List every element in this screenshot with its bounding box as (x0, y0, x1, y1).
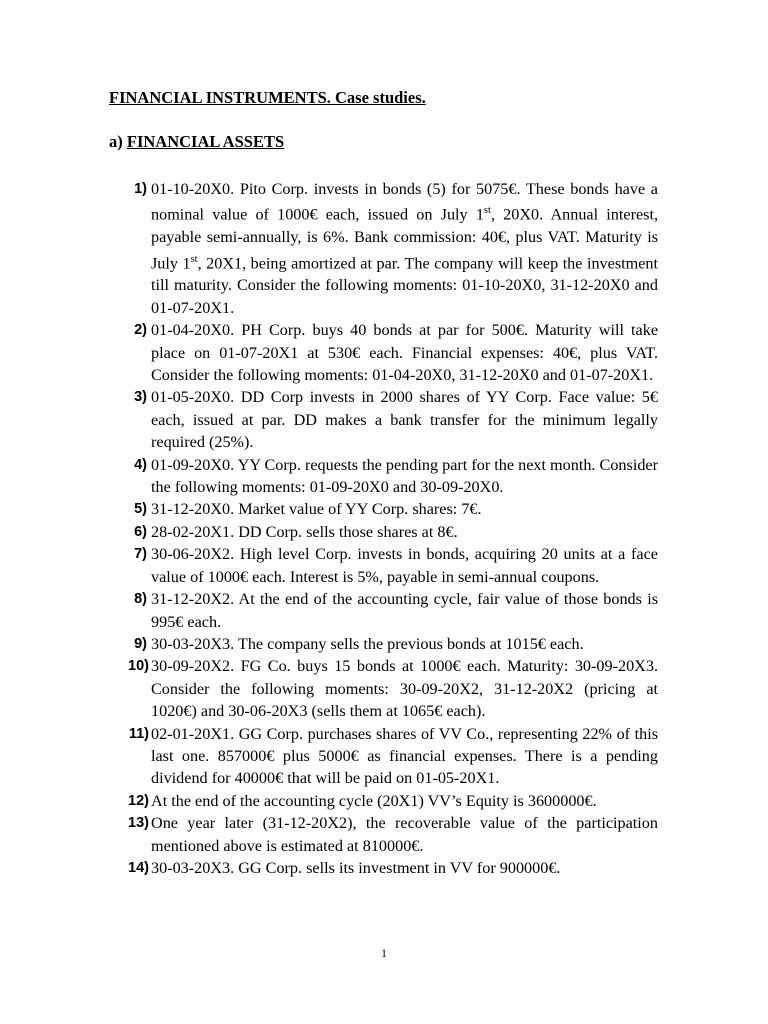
section-prefix: a) (109, 132, 127, 151)
item-number: 11) (128, 725, 149, 742)
item-number: 5) (134, 501, 147, 518)
list-item (109, 588, 658, 633)
item-number: 7) (134, 546, 147, 563)
section-heading-text: FINANCIAL ASSETS (126, 132, 285, 151)
item-number: 12) (128, 792, 149, 809)
item-text: 30-09-20X2. FG Co. buys 15 bonds at 1000€ each. Maturity: 30-09-20X3. Consider the following moments: 30-09-20X2, 31-12-20X2 (pricing at 1020€) and 30-06-20X3 (sells them at 1065€ each). (151, 657, 658, 721)
item-number: 9) (134, 635, 147, 652)
item-text: 01-04-20X0. PH Corp. buys 40 bonds at par for 500€. Maturity will take place on 01-07-20X1 at 530€ each. Financial expenses: 40€, plus VAT. Consider the following moments: 01-04-20X0, 31-12-20X0 and 01-07-20X1. (151, 321, 658, 385)
list-item (109, 178, 658, 319)
list-item (109, 857, 658, 879)
item-number: 14) (128, 859, 149, 876)
item-text: 28-02-20X1. DD Corp. sells those shares at 8€. (151, 522, 458, 541)
item-text: 31-12-20X2. At the end of the accounting cycle, fair value of those bonds is 995€ each. (151, 590, 658, 631)
item-text: 01-10-20X0. Pito Corp. invests in bonds (5) for 5075€. These bonds have a nominal value of 1000€ each, issued on July 1st, 20X0. Annual interest, payable semi-annually, is 6%. Bank commission: 40€, plus VAT. Maturity is July 1st, 20X1, being amortized at par. The company will keep the investment till maturity. Consider the following moments: 01-10-20X0, 31-12-20X0 and 01-07-20X1. (151, 180, 658, 317)
document-title: FINANCIAL INSTRUMENTS. Case studies. (109, 88, 426, 107)
list-item (109, 812, 658, 857)
item-text: 30-03-20X3. GG Corp. sells its investment in VV for 900000€. (151, 858, 561, 877)
item-number: 10) (128, 658, 149, 675)
list-item (109, 454, 658, 499)
item-text: 02-01-20X1. GG Corp. purchases shares of VV Co., representing 22% of this last one. 857000€ plus 5000€ as financial expenses. There is a pending dividend for 40000€ that will be paid on 01-05-20X1. (151, 724, 658, 788)
item-number: 2) (134, 322, 147, 339)
item-number: 3) (134, 389, 147, 406)
list-item (109, 790, 658, 812)
item-text: 01-05-20X0. DD Corp invests in 2000 shares of YY Corp. Face value: 5€ each, issued at par. DD makes a bank transfer for the minimum legally required (25%). (151, 388, 658, 452)
list-item (109, 386, 658, 453)
list-item (109, 543, 658, 588)
item-text: At the end of the accounting cycle (20X1) VV’s Equity is 3600000€. (151, 791, 597, 810)
page-number: 1 (381, 946, 387, 960)
item-number: 8) (134, 591, 147, 608)
item-number: 1) (134, 181, 147, 197)
item-text: One year later (31-12-20X2), the recoverable value of the participation mentioned above is estimated at 810000€. (151, 814, 658, 855)
item-number: 4) (134, 456, 147, 473)
item-text: 30-03-20X3. The company sells the previous bonds at 1015€ each. (151, 634, 584, 653)
list-item (109, 319, 658, 386)
item-text: 01-09-20X0. YY Corp. requests the pending part for the next month. Consider the following moments: 01-09-20X0 and 30-09-20X0. (151, 455, 658, 497)
list-item (109, 723, 658, 790)
case-study-list (109, 178, 658, 879)
item-text: 30-06-20X2. High level Corp. invests in bonds, acquiring 20 units at a face value of 1000€ each. Interest is 5%, payable in semi-annual coupons. (151, 545, 658, 586)
list-item (109, 521, 658, 543)
item-number: 6) (134, 523, 147, 540)
list-item (109, 633, 658, 655)
list-item (109, 498, 658, 520)
list-item (109, 655, 658, 722)
item-text: 31-12-20X0. Market value of YY Corp. shares: 7€. (151, 500, 482, 519)
section-heading (109, 132, 284, 152)
item-number: 13) (128, 815, 149, 832)
